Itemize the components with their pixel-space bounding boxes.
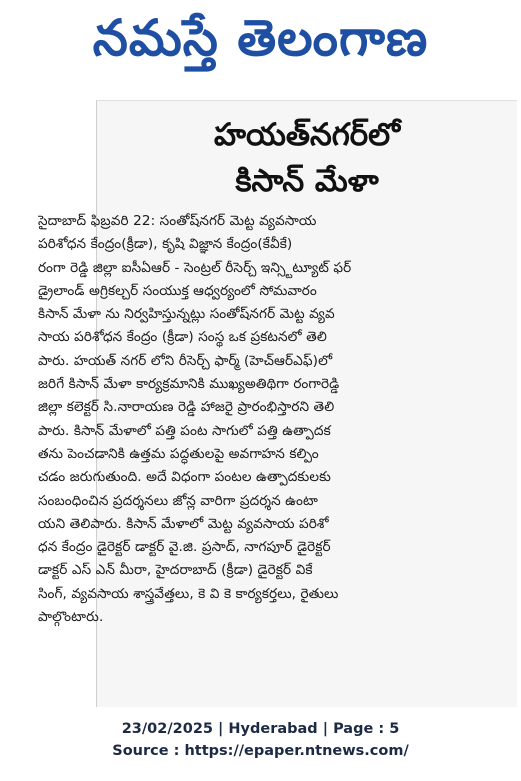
article-line: చడం జరుగుతుంది. అదే విధంగా పంటల ఉత్పాదకులకు: [38, 469, 331, 486]
article-line: డ్రైలాండ్ అగ్రికల్చర్ సంయుక్త ఆధ్వర్యంలో సోమవారం: [38, 282, 317, 299]
article-line: డాక్టర్ ఎస్ ఎన్ మీరా, హైదరాబాద్ (క్రీడా) డైరెక్టర్ వికే: [38, 562, 313, 579]
article-line: ధన కేంద్రం డైరెక్టర్ డాక్టర్ వై.జి. ప్రసాద్, నాగపూర్ డైరెక్టర్: [38, 539, 331, 556]
article-line: యని తెలిపారు. కిసాన్ మేళాలో మెట్ట వ్యవసాయ పరిశో: [38, 515, 329, 532]
article-line: సైదాబాద్ ఫిబ్రవరి 22: సంతోష్‌నగర్ మెట్ట వ్యవసాయ: [38, 213, 317, 229]
article-line: పాల్గొంటారు.: [38, 609, 104, 626]
masthead: [0, 0, 521, 78]
article-line: పారు. కిసాన్ మేళాలో పత్తి పంట సాగులో పత్తి ఉత్పాదక: [38, 422, 331, 439]
headline-line-2: కిసాన్ మేళా: [235, 163, 379, 199]
newspaper-logo: నమస్తే తెలంగాణ: [92, 9, 429, 67]
footer: [0, 718, 521, 762]
article-body: [38, 210, 498, 706]
article-line: సింగ్, వ్యవసాయ శాస్త్రవేత్తలు, కె వి కె కార్యకర్తలు, రైతులు: [38, 585, 339, 602]
article-line: జరిగే కిసాన్ మేళా కార్యక్రమానికి ముఖ్యఅతిథిగా రంగారెడ్డి: [38, 376, 340, 393]
footer-source-line: Source : https://epaper.ntnews.com/: [112, 743, 409, 759]
article-line: రంగా రెడ్డి జిల్లా ఐసీఏఆర్ - సెంట్రల్ రీసెర్చ్ ఇన్స్టిట్యూట్ ఫర్: [38, 259, 352, 276]
article-line: జిల్లా కలెక్టర్ సి.నారాయణ రెడ్డి హాజరై ప్రారంభిస్తారని తెలి: [38, 399, 335, 416]
article-line: పారు. హయత్ నగర్ లోని రీసెర్చ్ ఫార్మ్ (హెచ్‌ఆర్‌ఎఫ్)లో: [38, 352, 333, 369]
article-line: తను పెంచడానికి ఉత్తమ పద్ధతులపై అవగాహన కల్పిం: [38, 445, 319, 462]
article-line: సంబంధించిన ప్రదర్శనలు జోన్ల వారిగా ప్రదర్శన ఉంటా: [38, 492, 318, 509]
footer-date-line: 23/02/2025 | Hyderabad | Page : 5: [121, 721, 400, 737]
article-line: కిసాన్ మేళా ను నిర్వహిస్తున్నట్లు సంతోష్‌నగర్ మెట్ట వ్యవ: [38, 306, 335, 323]
article-line: సాయ పరిశోధన కేంద్రం (క్రీడా) సంస్థ ఒక ప్రకటనలో తెలి: [38, 329, 327, 346]
headline-line-1: హయత్‌నగర్‌లో: [213, 117, 401, 153]
article-line: పరిశోధన కేంద్రం(క్రీడా), కృషి విజ్ఞాన కేంద్రం(కేవీకే): [38, 236, 293, 253]
